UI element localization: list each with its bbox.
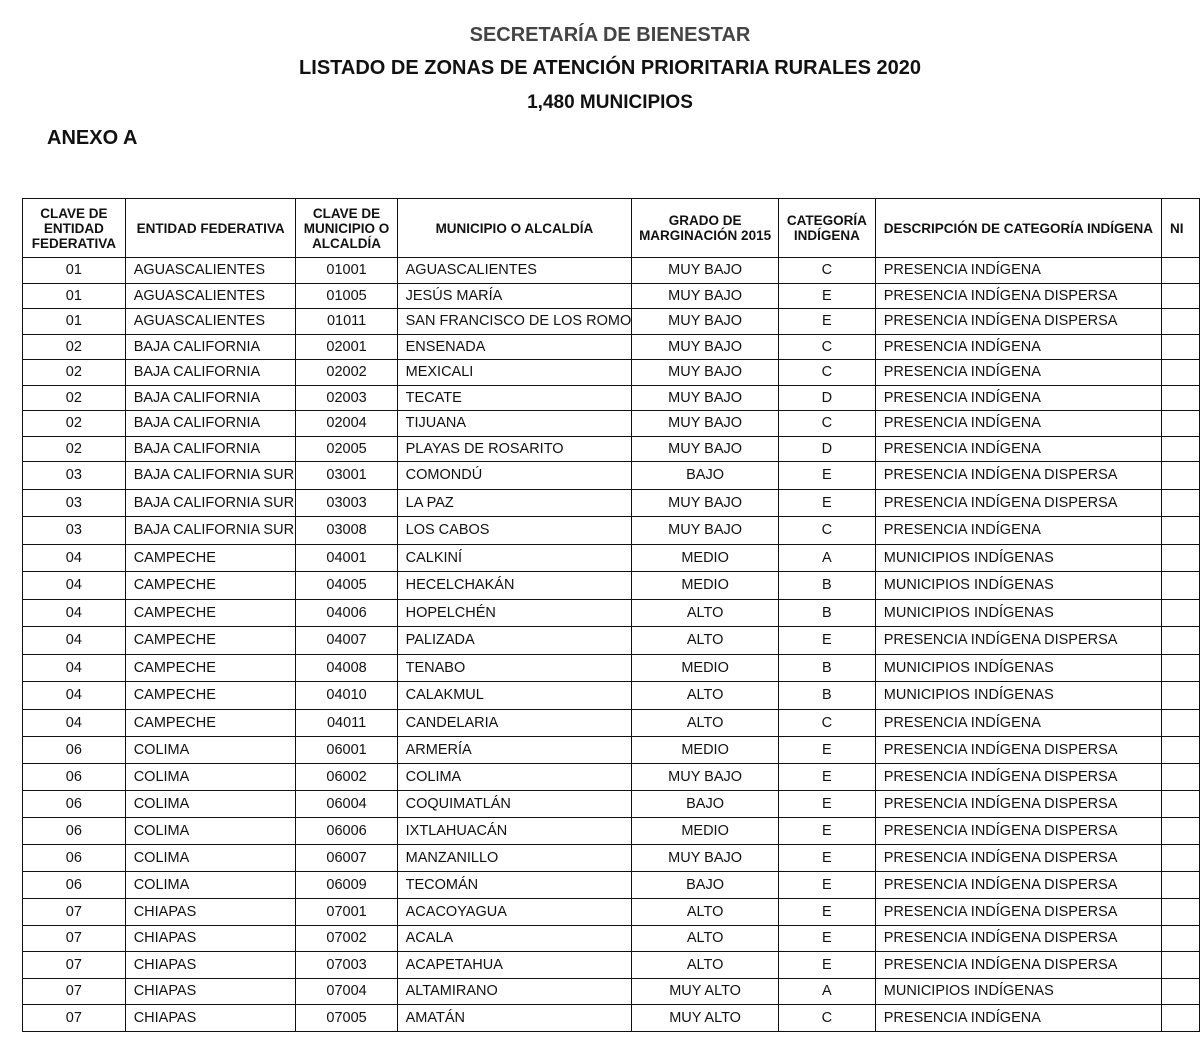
marginalization-cell: MUY BAJO	[632, 411, 779, 437]
category-cell: C	[778, 1005, 875, 1032]
description-cell: PRESENCIA INDÍGENA DISPERSA	[875, 872, 1161, 899]
municipality-cell: TECATE	[397, 385, 632, 411]
state-cell: AGUASCALIENTES	[125, 258, 296, 284]
state-code-cell: 04	[23, 544, 126, 572]
municipality-code-cell: 02001	[296, 334, 397, 360]
description-cell: MUNICIPIOS INDÍGENAS	[875, 654, 1161, 682]
description-cell: MUNICIPIOS INDÍGENAS	[875, 544, 1161, 572]
table-row	[23, 385, 1200, 411]
municipality-cell: LA PAZ	[397, 489, 632, 517]
description-cell: PRESENCIA INDÍGENA DISPERSA	[875, 462, 1161, 490]
municipality-code-cell: 07003	[296, 952, 397, 979]
marginalization-cell: MUY BAJO	[632, 283, 779, 309]
state-code-cell: 01	[23, 258, 126, 284]
truncated-cell	[1161, 360, 1199, 386]
table-row	[23, 682, 1200, 710]
description-cell: PRESENCIA INDÍGENA DISPERSA	[875, 952, 1161, 979]
state-code-cell: 01	[23, 309, 126, 335]
municipality-code-cell: 06006	[296, 818, 397, 845]
table-row	[23, 599, 1200, 627]
table-row	[23, 925, 1200, 952]
description-cell: PRESENCIA INDÍGENA DISPERSA	[875, 845, 1161, 872]
description-cell: PRESENCIA INDÍGENA DISPERSA	[875, 627, 1161, 655]
table-row	[23, 791, 1200, 818]
state-cell: BAJA CALIFORNIA	[125, 436, 296, 462]
municipality-cell: CALKINÍ	[397, 544, 632, 572]
category-cell: E	[778, 845, 875, 872]
state-cell: CAMPECHE	[125, 709, 296, 737]
municipality-code-cell: 01005	[296, 283, 397, 309]
state-code-cell: 02	[23, 385, 126, 411]
marginalization-cell: MUY BAJO	[632, 360, 779, 386]
state-code-cell: 02	[23, 411, 126, 437]
category-cell: B	[778, 599, 875, 627]
municipality-code-cell: 06004	[296, 791, 397, 818]
table-row	[23, 872, 1200, 899]
category-cell: B	[778, 654, 875, 682]
table-row	[23, 334, 1200, 360]
truncated-cell	[1161, 791, 1199, 818]
municipality-cell: HOPELCHÉN	[397, 599, 632, 627]
state-code-cell: 02	[23, 360, 126, 386]
table-row	[23, 436, 1200, 462]
state-cell: CAMPECHE	[125, 544, 296, 572]
description-cell: PRESENCIA INDÍGENA DISPERSA	[875, 489, 1161, 517]
municipality-code-cell: 04005	[296, 572, 397, 600]
municipality-cell: IXTLAHUACÁN	[397, 818, 632, 845]
category-cell: C	[778, 360, 875, 386]
state-cell: BAJA CALIFORNIA	[125, 360, 296, 386]
category-cell: E	[778, 627, 875, 655]
municipality-cell: ARMERÍA	[397, 737, 632, 764]
description-cell: PRESENCIA INDÍGENA	[875, 360, 1161, 386]
municipality-code-cell: 04006	[296, 599, 397, 627]
table-row	[23, 709, 1200, 737]
table-row	[23, 899, 1200, 926]
municipality-code-cell: 04008	[296, 654, 397, 682]
state-code-cell: 01	[23, 283, 126, 309]
table-row	[23, 818, 1200, 845]
municipality-code-cell: 02002	[296, 360, 397, 386]
table-row	[23, 360, 1200, 386]
state-code-cell: 06	[23, 791, 126, 818]
municipality-cell: ACAPETAHUA	[397, 952, 632, 979]
marginalization-cell: ALTO	[632, 599, 779, 627]
marginalization-cell: BAJO	[632, 462, 779, 490]
table-row	[23, 978, 1200, 1005]
state-cell: BAJA CALIFORNIA	[125, 385, 296, 411]
municipality-code-cell: 06002	[296, 764, 397, 791]
municipality-code-cell: 02003	[296, 385, 397, 411]
table-row	[23, 737, 1200, 764]
description-cell: MUNICIPIOS INDÍGENAS	[875, 682, 1161, 710]
municipality-code-cell: 02004	[296, 411, 397, 437]
marginalization-cell: MUY BAJO	[632, 334, 779, 360]
truncated-cell	[1161, 845, 1199, 872]
municipality-code-cell: 03001	[296, 462, 397, 490]
marginalization-cell: MUY BAJO	[632, 845, 779, 872]
category-cell: D	[778, 385, 875, 411]
truncated-cell	[1161, 709, 1199, 737]
state-cell: CHIAPAS	[125, 925, 296, 952]
state-cell: CHIAPAS	[125, 899, 296, 926]
table-row	[23, 572, 1200, 600]
state-code-cell: 07	[23, 925, 126, 952]
state-code-cell: 06	[23, 872, 126, 899]
col-header-municipality-code: CLAVE DE MUNICIPIO O ALCALDÍA	[296, 199, 397, 258]
marginalization-cell: MUY ALTO	[632, 978, 779, 1005]
description-cell: PRESENCIA INDÍGENA	[875, 334, 1161, 360]
table-row	[23, 952, 1200, 979]
marginalization-cell: MEDIO	[632, 572, 779, 600]
state-cell: CAMPECHE	[125, 682, 296, 710]
table-row	[23, 517, 1200, 545]
col-header-state: ENTIDAD FEDERATIVA	[125, 199, 296, 258]
state-cell: BAJA CALIFORNIA SUR	[125, 489, 296, 517]
category-cell: E	[778, 462, 875, 490]
description-cell: PRESENCIA INDÍGENA DISPERSA	[875, 899, 1161, 926]
category-cell: C	[778, 411, 875, 437]
municipality-count: 1,480 MUNICIPIOS	[527, 92, 693, 113]
truncated-cell	[1161, 411, 1199, 437]
municipality-cell: ENSENADA	[397, 334, 632, 360]
category-cell: E	[778, 872, 875, 899]
table-row	[23, 283, 1200, 309]
state-cell: CAMPECHE	[125, 627, 296, 655]
municipality-code-cell: 04010	[296, 682, 397, 710]
category-cell: A	[778, 978, 875, 1005]
municipality-cell: PALIZADA	[397, 627, 632, 655]
municipality-cell: LOS CABOS	[397, 517, 632, 545]
truncated-cell	[1161, 737, 1199, 764]
state-cell: COLIMA	[125, 791, 296, 818]
truncated-cell	[1161, 436, 1199, 462]
state-code-cell: 04	[23, 572, 126, 600]
col-header-municipality: MUNICIPIO O ALCALDÍA	[397, 199, 632, 258]
description-cell: PRESENCIA INDÍGENA DISPERSA	[875, 737, 1161, 764]
truncated-cell	[1161, 599, 1199, 627]
priority-zones-table	[22, 198, 1200, 1032]
category-cell: E	[778, 791, 875, 818]
municipality-code-cell: 07002	[296, 925, 397, 952]
category-cell: C	[778, 258, 875, 284]
description-cell: PRESENCIA INDÍGENA DISPERSA	[875, 309, 1161, 335]
description-cell: PRESENCIA INDÍGENA DISPERSA	[875, 283, 1161, 309]
description-cell: PRESENCIA INDÍGENA	[875, 709, 1161, 737]
municipality-cell: JESÚS MARÍA	[397, 283, 632, 309]
state-code-cell: 07	[23, 952, 126, 979]
state-cell: CAMPECHE	[125, 654, 296, 682]
municipality-code-cell: 02005	[296, 436, 397, 462]
marginalization-cell: BAJO	[632, 791, 779, 818]
description-cell: PRESENCIA INDÍGENA	[875, 385, 1161, 411]
marginalization-cell: MEDIO	[632, 818, 779, 845]
state-code-cell: 04	[23, 709, 126, 737]
municipality-cell: SAN FRANCISCO DE LOS ROMO	[397, 309, 632, 335]
description-cell: PRESENCIA INDÍGENA DISPERSA	[875, 791, 1161, 818]
state-cell: BAJA CALIFORNIA SUR	[125, 517, 296, 545]
truncated-cell	[1161, 1005, 1199, 1032]
state-cell: AGUASCALIENTES	[125, 283, 296, 309]
municipality-cell: COQUIMATLÁN	[397, 791, 632, 818]
category-cell: E	[778, 489, 875, 517]
municipality-cell: CANDELARIA	[397, 709, 632, 737]
description-cell: PRESENCIA INDÍGENA	[875, 258, 1161, 284]
municipality-code-cell: 07001	[296, 899, 397, 926]
table-row	[23, 309, 1200, 335]
truncated-cell	[1161, 334, 1199, 360]
table-row	[23, 258, 1200, 284]
state-code-cell: 04	[23, 627, 126, 655]
truncated-cell	[1161, 925, 1199, 952]
state-cell: BAJA CALIFORNIA SUR	[125, 462, 296, 490]
truncated-cell	[1161, 489, 1199, 517]
municipality-code-cell: 04001	[296, 544, 397, 572]
marginalization-cell: ALTO	[632, 709, 779, 737]
municipality-code-cell: 07005	[296, 1005, 397, 1032]
state-cell: CAMPECHE	[125, 572, 296, 600]
state-code-cell: 02	[23, 334, 126, 360]
table-header-row	[23, 199, 1200, 258]
document-title: LISTADO DE ZONAS DE ATENCIÓN PRIORITARIA RURALES 2020	[299, 57, 921, 79]
truncated-cell	[1161, 309, 1199, 335]
col-header-state-code: CLAVE DE ENTIDAD FEDERATIVA	[23, 199, 126, 258]
col-header-marginalization: GRADO DE MARGINACIÓN 2015	[632, 199, 779, 258]
marginalization-cell: BAJO	[632, 872, 779, 899]
municipality-cell: ACACOYAGUA	[397, 899, 632, 926]
marginalization-cell: MUY BAJO	[632, 385, 779, 411]
marginalization-cell: MUY BAJO	[632, 489, 779, 517]
category-cell: C	[778, 517, 875, 545]
description-cell: PRESENCIA INDÍGENA	[875, 411, 1161, 437]
state-cell: CAMPECHE	[125, 599, 296, 627]
state-code-cell: 06	[23, 737, 126, 764]
category-cell: E	[778, 737, 875, 764]
marginalization-cell: ALTO	[632, 682, 779, 710]
description-cell: PRESENCIA INDÍGENA DISPERSA	[875, 764, 1161, 791]
col-header-indigenous-category: CATEGORÍA INDÍGENA	[778, 199, 875, 258]
truncated-cell	[1161, 627, 1199, 655]
marginalization-cell: ALTO	[632, 952, 779, 979]
col-header-category-description: DESCRIPCIÓN DE CATEGORÍA INDÍGENA	[875, 199, 1161, 258]
col-header-truncated: NI	[1161, 199, 1199, 258]
truncated-cell	[1161, 682, 1199, 710]
truncated-cell	[1161, 654, 1199, 682]
marginalization-cell: MUY BAJO	[632, 517, 779, 545]
state-code-cell: 07	[23, 899, 126, 926]
municipality-code-cell: 07004	[296, 978, 397, 1005]
description-cell: MUNICIPIOS INDÍGENAS	[875, 978, 1161, 1005]
category-cell: B	[778, 682, 875, 710]
state-cell: CHIAPAS	[125, 978, 296, 1005]
description-cell: PRESENCIA INDÍGENA DISPERSA	[875, 818, 1161, 845]
state-code-cell: 04	[23, 682, 126, 710]
truncated-cell	[1161, 544, 1199, 572]
truncated-cell	[1161, 283, 1199, 309]
state-code-cell: 06	[23, 845, 126, 872]
municipality-code-cell: 04011	[296, 709, 397, 737]
municipality-cell: AMATÁN	[397, 1005, 632, 1032]
state-cell: AGUASCALIENTES	[125, 309, 296, 335]
marginalization-cell: MUY ALTO	[632, 1005, 779, 1032]
table-row	[23, 544, 1200, 572]
state-cell: COLIMA	[125, 818, 296, 845]
marginalization-cell: MEDIO	[632, 544, 779, 572]
marginalization-cell: ALTO	[632, 899, 779, 926]
state-code-cell: 03	[23, 489, 126, 517]
table-row	[23, 1005, 1200, 1032]
table-row	[23, 845, 1200, 872]
municipality-code-cell: 06007	[296, 845, 397, 872]
truncated-cell	[1161, 462, 1199, 490]
truncated-cell	[1161, 385, 1199, 411]
state-code-cell: 06	[23, 764, 126, 791]
truncated-cell	[1161, 764, 1199, 791]
state-cell: COLIMA	[125, 845, 296, 872]
description-cell: MUNICIPIOS INDÍGENAS	[875, 572, 1161, 600]
marginalization-cell: ALTO	[632, 627, 779, 655]
truncated-cell	[1161, 818, 1199, 845]
marginalization-cell: MUY BAJO	[632, 309, 779, 335]
category-cell: E	[778, 925, 875, 952]
table-row	[23, 489, 1200, 517]
marginalization-cell: MEDIO	[632, 737, 779, 764]
state-cell: BAJA CALIFORNIA	[125, 334, 296, 360]
state-code-cell: 04	[23, 654, 126, 682]
truncated-cell	[1161, 978, 1199, 1005]
municipality-cell: TIJUANA	[397, 411, 632, 437]
marginalization-cell: ALTO	[632, 925, 779, 952]
municipality-cell: MANZANILLO	[397, 845, 632, 872]
table-row	[23, 411, 1200, 437]
truncated-cell	[1161, 572, 1199, 600]
state-cell: COLIMA	[125, 737, 296, 764]
state-cell: COLIMA	[125, 872, 296, 899]
category-cell: E	[778, 283, 875, 309]
description-cell: PRESENCIA INDÍGENA	[875, 517, 1161, 545]
category-cell: E	[778, 952, 875, 979]
category-cell: E	[778, 899, 875, 926]
state-cell: BAJA CALIFORNIA	[125, 411, 296, 437]
category-cell: C	[778, 709, 875, 737]
truncated-cell	[1161, 517, 1199, 545]
municipality-code-cell: 04007	[296, 627, 397, 655]
ministry-title: SECRETARÍA DE BIENESTAR	[469, 24, 751, 46]
municipality-code-cell: 06001	[296, 737, 397, 764]
description-cell: MUNICIPIOS INDÍGENAS	[875, 599, 1161, 627]
municipality-cell: PLAYAS DE ROSARITO	[397, 436, 632, 462]
state-cell: COLIMA	[125, 764, 296, 791]
municipality-code-cell: 03008	[296, 517, 397, 545]
description-cell: PRESENCIA INDÍGENA DISPERSA	[875, 925, 1161, 952]
table-row	[23, 654, 1200, 682]
category-cell: E	[778, 309, 875, 335]
state-cell: CHIAPAS	[125, 952, 296, 979]
truncated-cell	[1161, 899, 1199, 926]
marginalization-cell: MUY BAJO	[632, 258, 779, 284]
truncated-cell	[1161, 258, 1199, 284]
category-cell: E	[778, 764, 875, 791]
category-cell: A	[778, 544, 875, 572]
marginalization-cell: MUY BAJO	[632, 764, 779, 791]
municipality-cell: HECELCHAKÁN	[397, 572, 632, 600]
municipality-cell: TENABO	[397, 654, 632, 682]
truncated-cell	[1161, 952, 1199, 979]
table-row	[23, 627, 1200, 655]
state-code-cell: 04	[23, 599, 126, 627]
municipality-cell: AGUASCALIENTES	[397, 258, 632, 284]
marginalization-cell: MUY BAJO	[632, 436, 779, 462]
marginalization-cell: MEDIO	[632, 654, 779, 682]
municipality-cell: ACALA	[397, 925, 632, 952]
municipality-code-cell: 01011	[296, 309, 397, 335]
state-code-cell: 03	[23, 462, 126, 490]
category-cell: C	[778, 334, 875, 360]
state-code-cell: 03	[23, 517, 126, 545]
state-code-cell: 02	[23, 436, 126, 462]
municipality-cell: COMONDÚ	[397, 462, 632, 490]
table-row	[23, 462, 1200, 490]
municipality-code-cell: 01001	[296, 258, 397, 284]
description-cell: PRESENCIA INDÍGENA	[875, 1005, 1161, 1032]
municipality-cell: ALTAMIRANO	[397, 978, 632, 1005]
truncated-cell	[1161, 872, 1199, 899]
description-cell: PRESENCIA INDÍGENA	[875, 436, 1161, 462]
annex-label: ANEXO A	[47, 127, 138, 149]
municipality-cell: COLIMA	[397, 764, 632, 791]
municipality-code-cell: 06009	[296, 872, 397, 899]
category-cell: D	[778, 436, 875, 462]
state-cell: CHIAPAS	[125, 1005, 296, 1032]
category-cell: B	[778, 572, 875, 600]
municipality-cell: TECOMÁN	[397, 872, 632, 899]
state-code-cell: 06	[23, 818, 126, 845]
table-row	[23, 764, 1200, 791]
municipality-cell: MEXICALI	[397, 360, 632, 386]
municipality-code-cell: 03003	[296, 489, 397, 517]
municipality-cell: CALAKMUL	[397, 682, 632, 710]
state-code-cell: 07	[23, 1005, 126, 1032]
state-code-cell: 07	[23, 978, 126, 1005]
category-cell: E	[778, 818, 875, 845]
